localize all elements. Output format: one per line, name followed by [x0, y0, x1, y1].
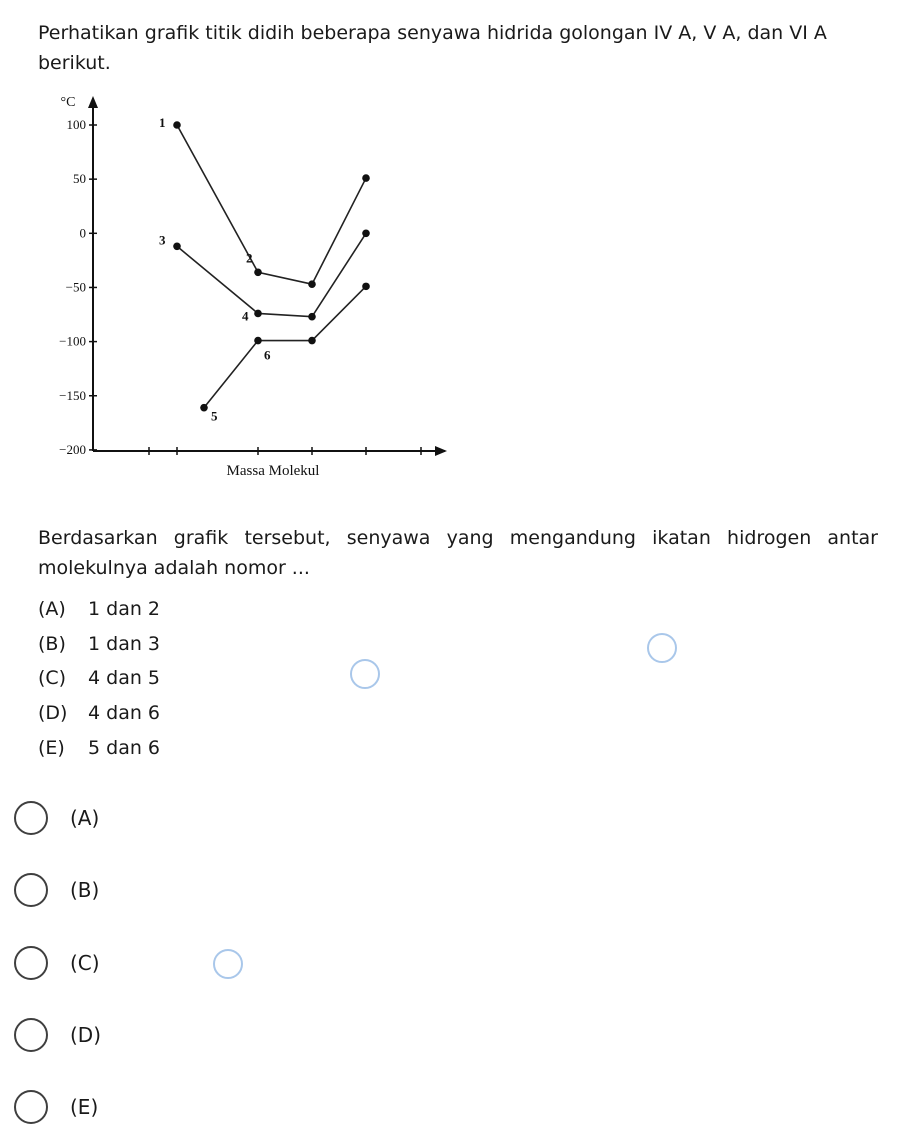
- answer-label: (A): [70, 806, 100, 830]
- y-axis-arrow: [88, 96, 98, 108]
- series-middle: [159, 230, 370, 324]
- y-tick-label: −100: [59, 333, 86, 349]
- data-point: [308, 280, 316, 288]
- y-tick-label: −50: [65, 279, 86, 295]
- option-key: (C): [38, 667, 67, 690]
- option-c: [38, 661, 160, 696]
- y-tick-label: −150: [59, 387, 86, 403]
- option-text: 1 dan 2: [88, 598, 161, 620]
- series-line: [177, 125, 366, 284]
- answer-label: (B): [70, 878, 100, 902]
- data-point: [362, 174, 370, 182]
- option-d: [38, 696, 160, 731]
- option-a: [38, 592, 160, 627]
- radio-button[interactable]: [14, 801, 48, 835]
- option-key: (A): [38, 598, 66, 620]
- chart-series: [159, 115, 370, 424]
- data-label: 1: [159, 115, 166, 130]
- data-point: [254, 268, 262, 276]
- y-tick-label: 100: [66, 117, 86, 132]
- circle-icon: [213, 949, 243, 979]
- option-text: 4 dan 6: [88, 702, 161, 725]
- series-line: [204, 286, 366, 407]
- series-upper: [159, 115, 370, 288]
- radio-button[interactable]: [14, 873, 48, 907]
- data-point: [173, 121, 181, 129]
- data-point: [173, 242, 181, 250]
- answer-label: (C): [70, 951, 100, 975]
- y-tick-label: −200: [59, 441, 86, 457]
- chart-axes: [88, 96, 447, 456]
- option-b: [38, 627, 160, 662]
- boiling-point-chart: [40, 86, 460, 486]
- answer-option-c[interactable]: [14, 943, 100, 983]
- option-key: (B): [38, 632, 66, 655]
- data-point: [362, 230, 370, 238]
- option-text: 1 dan 3: [88, 632, 161, 655]
- circle-icon: [647, 633, 677, 663]
- series-lower: [200, 283, 370, 424]
- option-list: [38, 592, 160, 765]
- x-axis-arrow: [435, 446, 447, 456]
- option-text: 5 dan 6: [88, 736, 161, 759]
- data-label: 6: [264, 347, 271, 363]
- answer-option-e[interactable]: [14, 1087, 98, 1127]
- answer-label: (E): [70, 1095, 99, 1119]
- question-prompt: Berdasarkan grafik tersebut, senyawa yang mengandung ikatan hidrogen antar molekulnya adalah nomor ...: [38, 527, 878, 579]
- option-key: (D): [38, 702, 68, 725]
- data-point: [362, 283, 370, 291]
- data-label: 3: [159, 232, 166, 248]
- answer-option-b[interactable]: [14, 870, 99, 910]
- data-label: 2: [246, 250, 253, 266]
- data-point: [308, 337, 316, 345]
- y-tick-label: 0: [79, 225, 86, 241]
- y-axis-label: °C: [60, 95, 76, 110]
- answer-label: (D): [70, 1023, 102, 1047]
- option-e: [38, 731, 160, 766]
- answer-option-a[interactable]: [14, 798, 99, 838]
- data-point: [308, 313, 316, 321]
- data-point: [254, 310, 262, 318]
- data-point: [254, 337, 262, 345]
- data-label: 5: [211, 408, 218, 424]
- circle-icon: [350, 659, 380, 689]
- data-point: [200, 404, 208, 412]
- option-text: 4 dan 5: [88, 667, 161, 690]
- question-intro: Perhatikan grafik titik didih beberapa senyawa hidrida golongan IV A, V A, dan VI A berikut.: [38, 22, 827, 74]
- radio-button[interactable]: [14, 1090, 48, 1124]
- radio-button[interactable]: [14, 1018, 48, 1052]
- option-key: (E): [38, 736, 65, 759]
- data-label: 4: [242, 308, 249, 324]
- y-ticks: [59, 117, 97, 457]
- x-axis-label: Massa Molekul: [226, 463, 320, 479]
- y-tick-label: 50: [73, 171, 86, 187]
- radio-button[interactable]: [14, 946, 48, 980]
- answer-option-d[interactable]: [14, 1015, 101, 1055]
